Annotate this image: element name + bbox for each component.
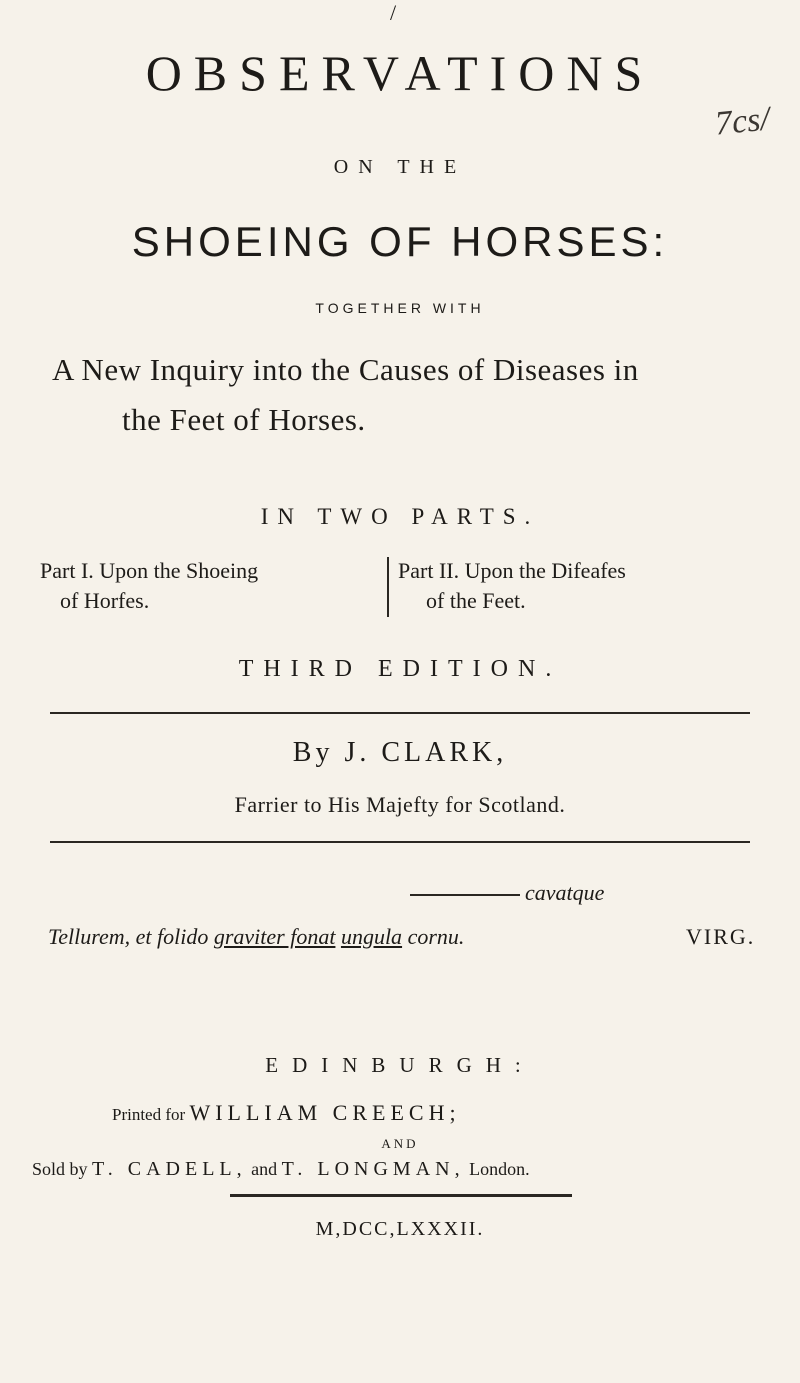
seller-cadell: T. CADELL, <box>92 1158 247 1180</box>
inquiry-line-2: the Feet of Horses. <box>122 402 366 437</box>
epigraph-part-c: ungula <box>340 924 403 949</box>
epigraph-source: VIRG. <box>686 924 756 949</box>
top-mark: / <box>390 0 397 25</box>
imprint-place: London. <box>469 1159 530 1179</box>
epigraph-part-a: Tellurem, et folido <box>48 924 209 949</box>
printer-name: WILLIAM CREECH; <box>189 1100 461 1125</box>
part-two <box>398 556 778 616</box>
inquiry-line-1: A New Inquiry into the Causes of Diseases in <box>52 352 639 387</box>
epigraph-part-d: cornu. <box>407 924 465 949</box>
imprint-city: EDINBURGH: <box>265 1053 535 1077</box>
epigraph-text <box>48 924 464 950</box>
sold-by-label: Sold by <box>32 1159 88 1179</box>
together-with: TOGETHER WITH <box>315 300 485 316</box>
title-shoeing-of-horses: SHOEING OF HORSES: <box>131 218 669 265</box>
epigraph-dash <box>410 894 520 896</box>
edition: THIRD EDITION. <box>238 656 562 682</box>
rule-top <box>50 712 750 714</box>
rule-imprint <box>230 1194 572 1197</box>
sold-and: and <box>251 1159 278 1179</box>
part-one-line-2: of Horfes. <box>60 588 150 613</box>
printed-for-label: Printed for <box>112 1105 186 1124</box>
imprint-printed-for <box>112 1100 461 1126</box>
author-name: By J. CLARK, <box>292 737 508 768</box>
in-two-parts-heading: IN TWO PARTS. <box>260 504 540 529</box>
title-observations: OBSERVATIONS <box>145 45 655 101</box>
part-one <box>40 556 380 616</box>
part-two-line-2: of the Feet. <box>426 588 526 613</box>
title-on-the: ON THE <box>333 156 467 178</box>
part-one-line-1: Part I. Upon the Shoeing <box>40 558 259 583</box>
parts-divider <box>387 557 389 617</box>
epigraph-part-b: graviter fonat <box>213 924 336 949</box>
part-two-line-1: Part II. Upon the Difeafes <box>398 558 626 583</box>
seller-longman: T. LONGMAN, <box>281 1158 465 1180</box>
imprint-sold-by <box>32 1158 530 1181</box>
imprint-date: M,DCC,LXXXII. <box>315 1218 485 1240</box>
epigraph-lead: cavatque <box>525 880 605 905</box>
rule-bottom <box>50 841 750 843</box>
author-title: Farrier to His Majefty for Scotland. <box>234 792 566 817</box>
handwritten-shelfmark: 7cs/ <box>713 100 772 143</box>
imprint-and: AND <box>381 1136 419 1151</box>
